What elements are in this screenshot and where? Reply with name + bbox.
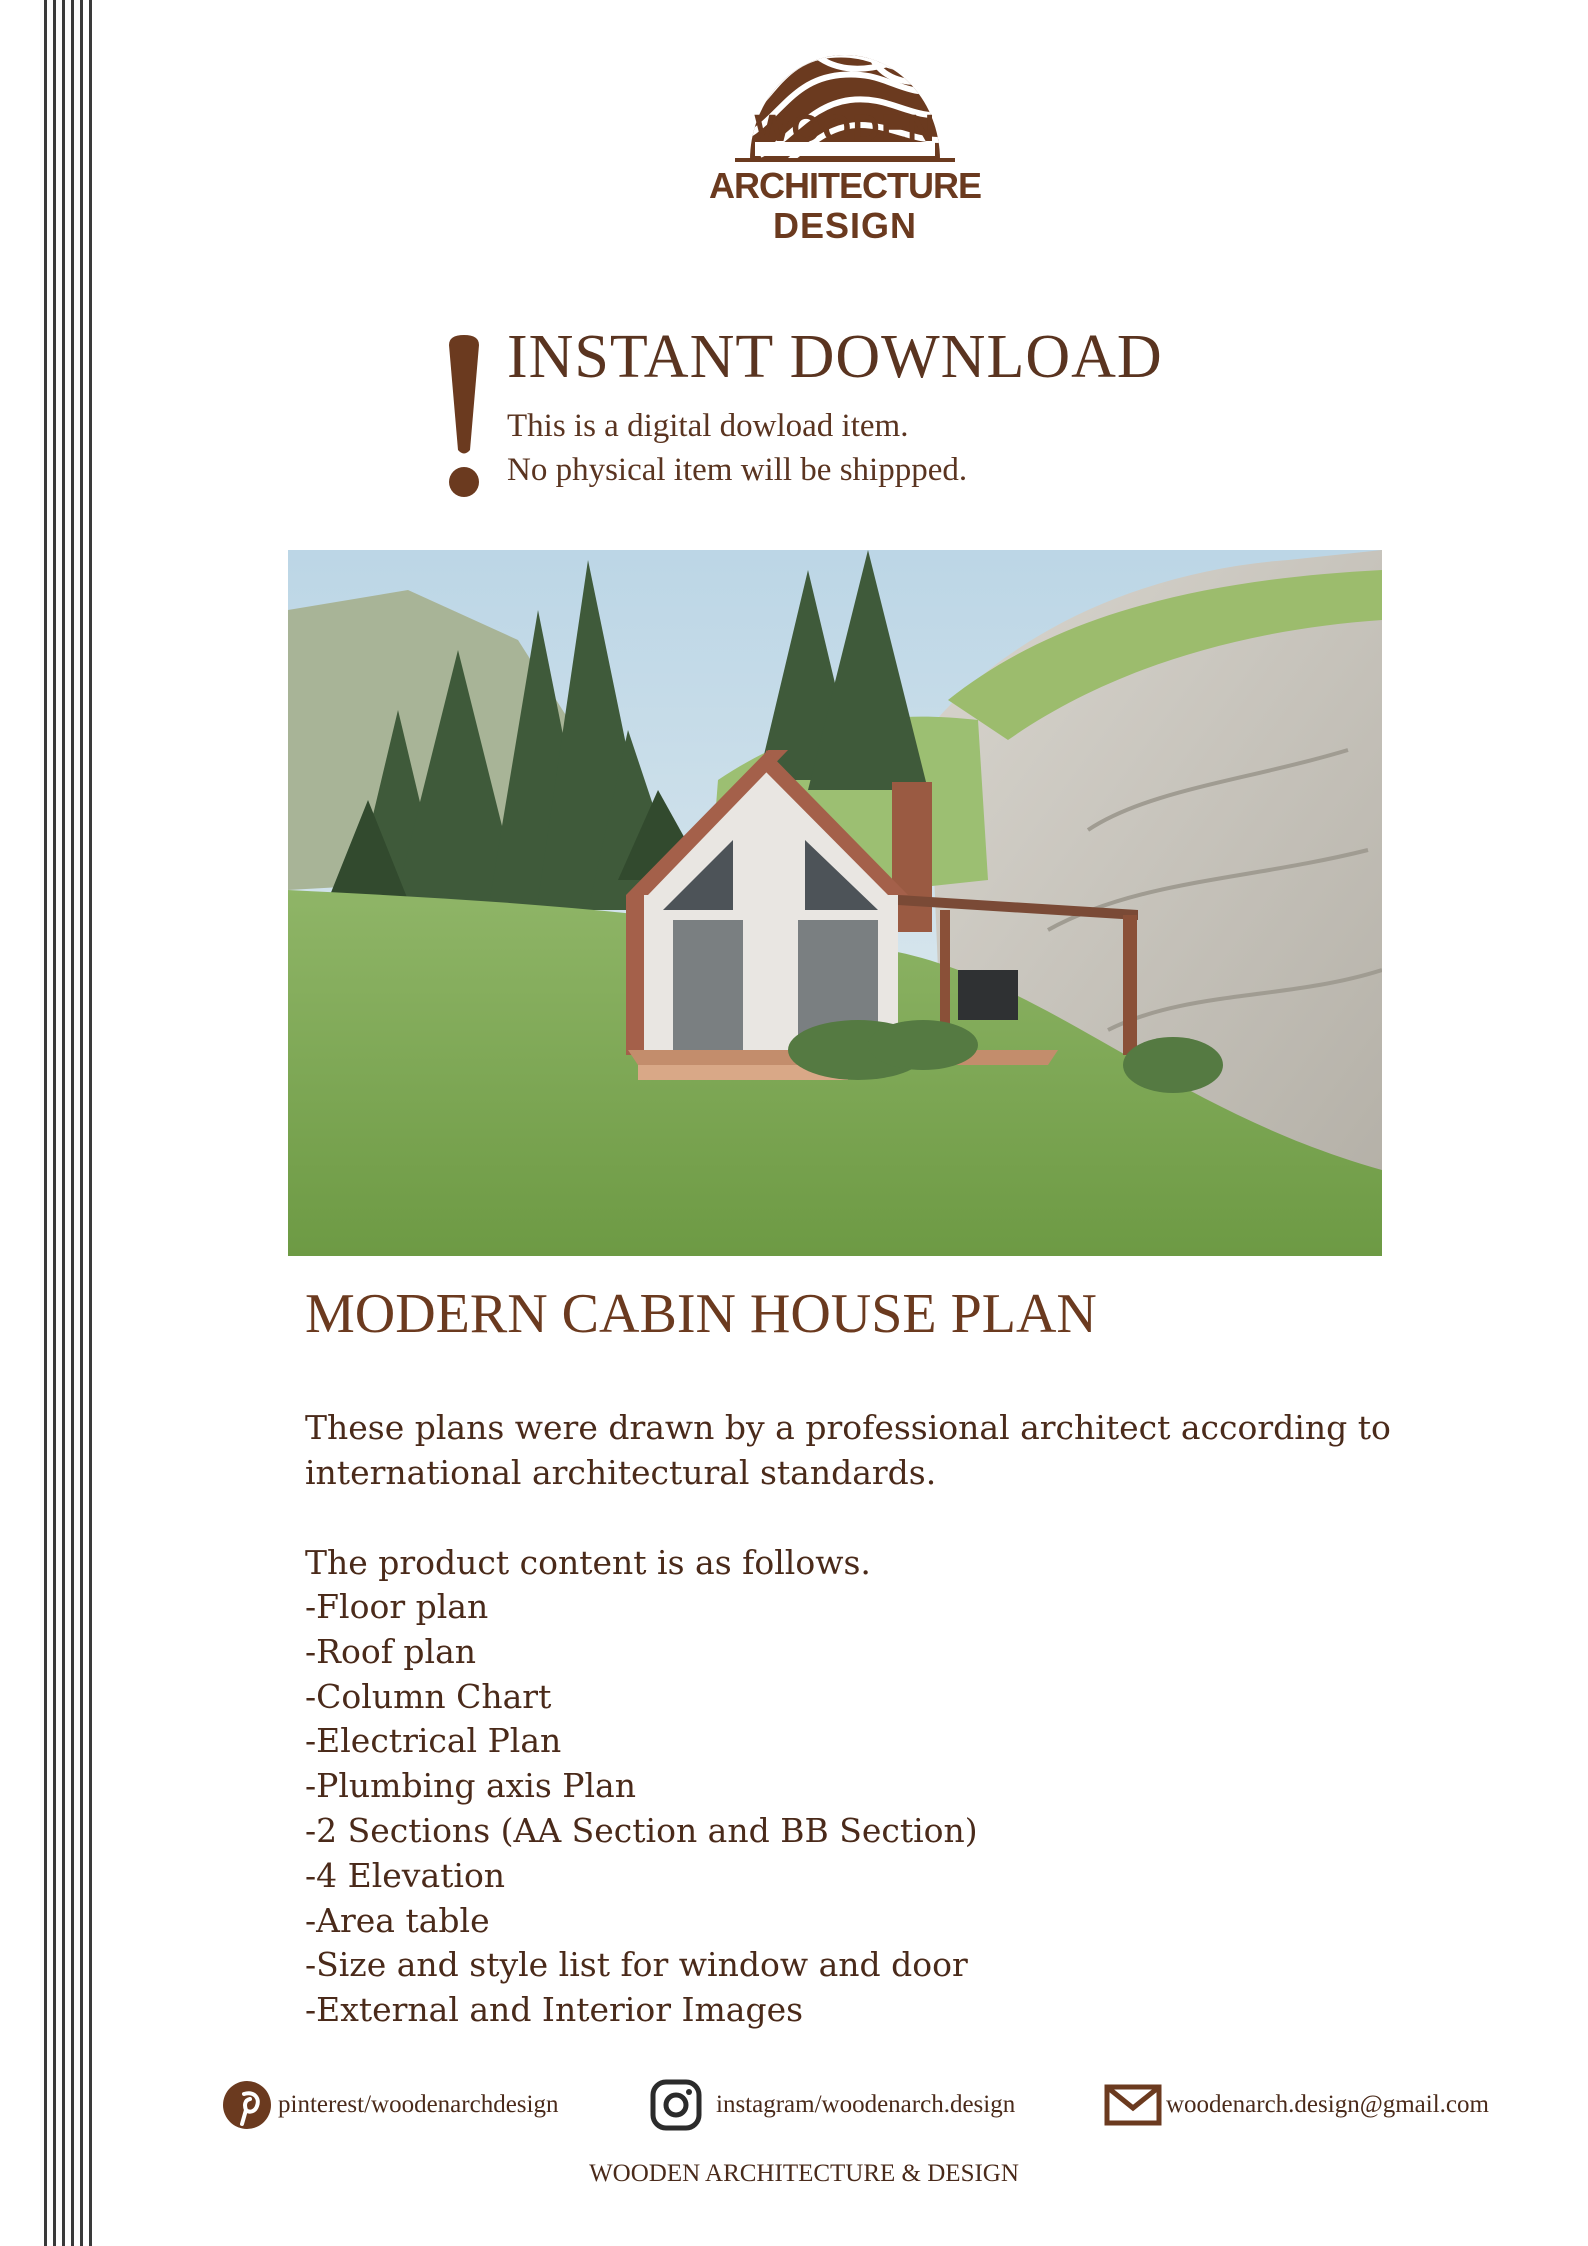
list-item: -Area table [305, 1900, 490, 1940]
list-item: -Electrical Plan [305, 1721, 562, 1761]
list-item: -Roof plan [305, 1631, 477, 1671]
list-item: -External and Interior Images [305, 1990, 804, 2030]
logo-word-wooden: WOODEN [754, 108, 936, 150]
footer-text: WOODEN ARCHITECTURE & DESIGN [589, 2160, 1019, 2187]
intro-line-1: These plans were drawn by a professional architect according to [305, 1408, 1391, 1447]
intro-line-2: international architectural standards. [305, 1453, 937, 1492]
notice-title: INSTANT DOWNLOAD [507, 323, 1163, 391]
pinterest-icon [222, 2080, 272, 2130]
list-item: -Size and style list for window and door [305, 1945, 968, 1985]
cabin-render-image [288, 550, 1382, 1256]
list-item: -2 Sections (AA Section and BB Section) [305, 1810, 978, 1850]
logo-word-architecture: ARCHITECTURE [709, 165, 981, 206]
content-heading: The product content is as follows. [305, 1543, 871, 1582]
instagram-label: instagram/woodenarch.design [716, 2091, 1016, 2118]
logo-word-design: DESIGN [772, 205, 918, 246]
contents-list [305, 1585, 978, 2033]
instagram-icon [650, 2079, 702, 2131]
pinterest-label: pinterest/woodenarchdesign [278, 2091, 559, 2118]
plan-title: MODERN CABIN HOUSE PLAN [305, 1283, 1097, 1345]
left-stripes-decoration [0, 0, 92, 2246]
list-item: -4 Elevation [305, 1855, 506, 1895]
email-label: woodenarch.design@gmail.com [1166, 2091, 1489, 2118]
list-item: -Floor plan [305, 1587, 489, 1626]
list-item: -Column Chart [305, 1676, 552, 1716]
exclamation-icon [446, 335, 482, 500]
notice-line-1: This is a digital dowload item. [507, 408, 909, 444]
brand-logo [700, 20, 990, 250]
pinterest-link[interactable] [222, 2078, 558, 2132]
mail-icon [1104, 2084, 1162, 2126]
instagram-link[interactable] [650, 2078, 1015, 2132]
list-item: -Plumbing axis Plan [305, 1766, 636, 1806]
notice-line-2: No physical item will be shippped. [507, 452, 968, 488]
email-link[interactable] [1104, 2078, 1489, 2132]
